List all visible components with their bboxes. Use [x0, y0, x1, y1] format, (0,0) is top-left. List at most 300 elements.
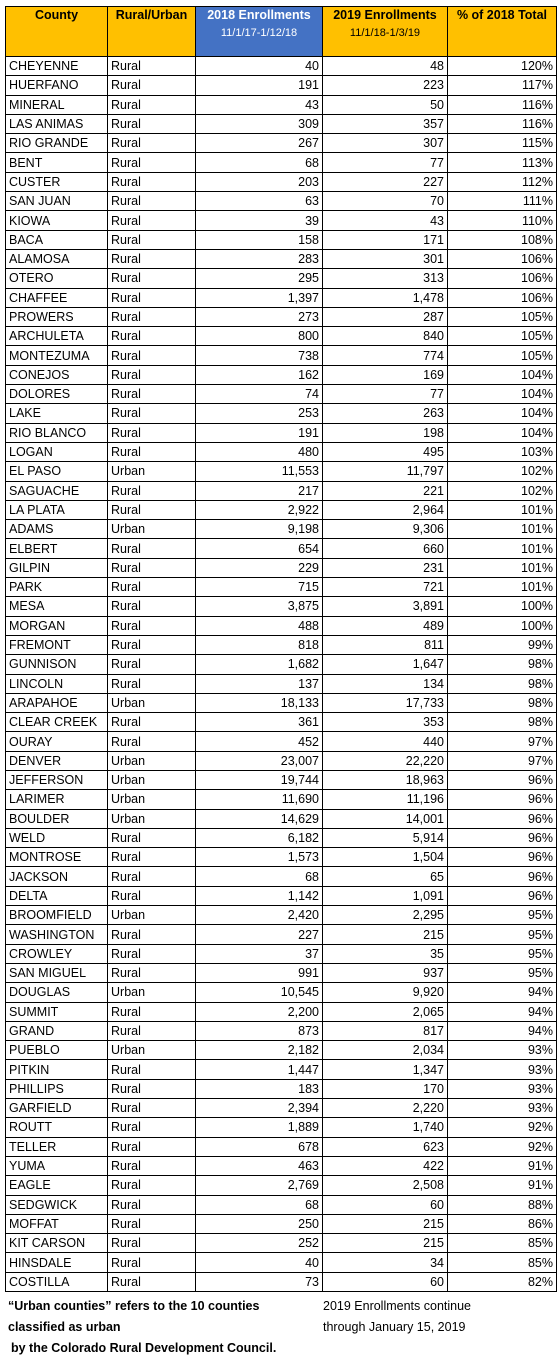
enrollments-2018-cell: 162	[196, 365, 323, 384]
percent-of-2018-cell: 104%	[448, 404, 557, 423]
rural-urban-cell: Rural	[108, 307, 196, 326]
enrollments-2018-cell: 74	[196, 385, 323, 404]
percent-of-2018-cell: 110%	[448, 211, 557, 230]
county-cell: LA PLATA	[6, 500, 108, 519]
enrollments-2018-cell: 295	[196, 269, 323, 288]
percent-of-2018-cell: 106%	[448, 269, 557, 288]
percent-of-2018-cell: 108%	[448, 230, 557, 249]
percent-of-2018-cell: 116%	[448, 114, 557, 133]
county-cell: SAN JUAN	[6, 192, 108, 211]
percent-of-2018-cell: 94%	[448, 983, 557, 1002]
county-cell: CROWLEY	[6, 944, 108, 963]
county-cell: KIT CARSON	[6, 1234, 108, 1253]
rural-urban-cell: Rural	[108, 963, 196, 982]
table-row	[6, 346, 557, 365]
table-row	[6, 114, 557, 133]
enrollment-continue-footnote	[323, 1296, 553, 1338]
enrollments-2019-cell: 660	[323, 539, 448, 558]
table-row	[6, 1272, 557, 1291]
rural-urban-cell: Rural	[108, 327, 196, 346]
enrollments-2019-cell: 1,091	[323, 886, 448, 905]
enrollments-2018-cell: 6,182	[196, 828, 323, 847]
county-cell: BOULDER	[6, 809, 108, 828]
enrollments-2019-cell: 77	[323, 385, 448, 404]
enrollments-2018-cell: 267	[196, 134, 323, 153]
county-cell: PARK	[6, 578, 108, 597]
rural-urban-cell: Rural	[108, 365, 196, 384]
table-row	[6, 1060, 557, 1079]
percent-of-2018-cell: 105%	[448, 307, 557, 326]
table-row	[6, 674, 557, 693]
enrollments-2018-cell: 678	[196, 1137, 323, 1156]
county-cell: MOFFAT	[6, 1214, 108, 1233]
rural-urban-cell: Rural	[108, 1195, 196, 1214]
table-row	[6, 751, 557, 770]
county-cell: GARFIELD	[6, 1099, 108, 1118]
enrollments-2018-cell: 43	[196, 95, 323, 114]
table-row	[6, 963, 557, 982]
enrollments-2019-cell: 2,964	[323, 500, 448, 519]
enrollments-2019-cell: 263	[323, 404, 448, 423]
county-cell: MESA	[6, 597, 108, 616]
percent-of-2018-cell: 113%	[448, 153, 557, 172]
enrollments-2018-cell: 203	[196, 172, 323, 191]
rural-urban-cell: Rural	[108, 828, 196, 847]
percent-of-2018-cell: 98%	[448, 693, 557, 712]
enrollments-2018-cell: 10,545	[196, 983, 323, 1002]
rural-urban-cell: Rural	[108, 192, 196, 211]
enrollments-2018-cell: 463	[196, 1156, 323, 1175]
table-row	[6, 635, 557, 654]
percent-of-2018-cell: 94%	[448, 1021, 557, 1040]
county-cell: MONTROSE	[6, 848, 108, 867]
enrollments-2019-cell: 287	[323, 307, 448, 326]
percent-of-2018-cell: 96%	[448, 790, 557, 809]
enrollments-2019-cell: 301	[323, 249, 448, 268]
percent-of-2018-cell: 95%	[448, 925, 557, 944]
table-row	[6, 655, 557, 674]
county-cell: PROWERS	[6, 307, 108, 326]
rural-urban-cell: Urban	[108, 983, 196, 1002]
table-row	[6, 172, 557, 191]
table-row	[6, 732, 557, 751]
rural-urban-cell: Rural	[108, 1021, 196, 1040]
enrollments-2019-cell: 422	[323, 1156, 448, 1175]
county-cell: LARIMER	[6, 790, 108, 809]
enrollments-2019-cell: 43	[323, 211, 448, 230]
enrollments-2019-cell: 5,914	[323, 828, 448, 847]
table-row	[6, 365, 557, 384]
enrollments-2018-cell: 40	[196, 1253, 323, 1272]
table-row	[6, 423, 557, 442]
enrollments-2018-cell: 250	[196, 1214, 323, 1233]
county-cell: EAGLE	[6, 1176, 108, 1195]
county-cell: PUEBLO	[6, 1041, 108, 1060]
enrollments-2019-cell: 440	[323, 732, 448, 751]
header-row	[6, 7, 557, 57]
enrollments-2018-cell: 40	[196, 57, 323, 76]
rural-urban-cell: Rural	[108, 385, 196, 404]
enrollments-2018-cell: 2,420	[196, 906, 323, 925]
continue-footnote-line-2: through January 15, 2019	[323, 1320, 466, 1334]
urban-footnote-line-1: “Urban counties” refers to the 10 counties	[8, 1299, 260, 1313]
rural-urban-cell: Rural	[108, 114, 196, 133]
percent-of-2018-cell: 96%	[448, 867, 557, 886]
percent-of-2018-cell: 97%	[448, 732, 557, 751]
percent-of-2018-cell: 98%	[448, 674, 557, 693]
enrollments-2018-cell: 68	[196, 153, 323, 172]
county-cell: LINCOLN	[6, 674, 108, 693]
header-county	[6, 7, 108, 57]
percent-of-2018-cell: 92%	[448, 1118, 557, 1137]
enrollments-2018-cell: 2,769	[196, 1176, 323, 1195]
percent-of-2018-cell: 101%	[448, 539, 557, 558]
county-cell: SEDGWICK	[6, 1195, 108, 1214]
table-row	[6, 944, 557, 963]
percent-of-2018-cell: 91%	[448, 1156, 557, 1175]
rural-urban-cell: Rural	[108, 1118, 196, 1137]
percent-of-2018-cell: 94%	[448, 1002, 557, 1021]
rural-urban-cell: Rural	[108, 1002, 196, 1021]
table-row	[6, 1079, 557, 1098]
enrollments-2018-cell: 68	[196, 867, 323, 886]
enrollments-2018-cell: 2,922	[196, 500, 323, 519]
enrollments-2019-cell: 353	[323, 713, 448, 732]
enrollments-2018-cell: 63	[196, 192, 323, 211]
county-cell: BENT	[6, 153, 108, 172]
county-cell: CHAFFEE	[6, 288, 108, 307]
rural-urban-cell: Rural	[108, 346, 196, 365]
rural-urban-cell: Rural	[108, 886, 196, 905]
rural-urban-cell: Urban	[108, 770, 196, 789]
rural-urban-cell: Rural	[108, 944, 196, 963]
county-cell: ALAMOSA	[6, 249, 108, 268]
rural-urban-cell: Rural	[108, 442, 196, 461]
enrollments-2018-cell: 2,200	[196, 1002, 323, 1021]
enrollments-2019-cell: 17,733	[323, 693, 448, 712]
county-cell: ARCHULETA	[6, 327, 108, 346]
enrollments-2018-cell: 452	[196, 732, 323, 751]
rural-urban-cell: Rural	[108, 713, 196, 732]
enrollments-2019-cell: 223	[323, 76, 448, 95]
table-row	[6, 770, 557, 789]
enrollments-2018-cell: 191	[196, 423, 323, 442]
county-cell: KIOWA	[6, 211, 108, 230]
percent-of-2018-cell: 85%	[448, 1234, 557, 1253]
urban-footnote-line-2: classified as urban	[8, 1320, 121, 1334]
enrollments-2018-cell: 11,553	[196, 462, 323, 481]
county-cell: LAS ANIMAS	[6, 114, 108, 133]
enrollments-2019-cell: 231	[323, 558, 448, 577]
enrollments-2019-cell: 171	[323, 230, 448, 249]
enrollments-2019-cell: 11,797	[323, 462, 448, 481]
percent-of-2018-cell: 95%	[448, 963, 557, 982]
table-row	[6, 269, 557, 288]
rural-urban-cell: Rural	[108, 674, 196, 693]
county-cell: ADAMS	[6, 520, 108, 539]
table-row	[6, 1021, 557, 1040]
enrollments-2019-cell: 215	[323, 1214, 448, 1233]
percent-of-2018-cell: 99%	[448, 635, 557, 654]
county-cell: MINERAL	[6, 95, 108, 114]
enrollments-2019-cell: 1,504	[323, 848, 448, 867]
county-cell: WASHINGTON	[6, 925, 108, 944]
enrollments-2018-cell: 229	[196, 558, 323, 577]
enrollments-2018-cell: 2,394	[196, 1099, 323, 1118]
enrollments-2018-cell: 1,682	[196, 655, 323, 674]
county-cell: YUMA	[6, 1156, 108, 1175]
rural-urban-cell: Rural	[108, 57, 196, 76]
table-row	[6, 790, 557, 809]
enrollments-2018-cell: 654	[196, 539, 323, 558]
percent-of-2018-cell: 95%	[448, 944, 557, 963]
enrollments-2019-cell: 840	[323, 327, 448, 346]
county-cell: JEFFERSON	[6, 770, 108, 789]
enrollments-2018-cell: 252	[196, 1234, 323, 1253]
header-2019-enrollments	[323, 7, 448, 57]
county-cell: FREMONT	[6, 635, 108, 654]
enrollments-2018-cell: 217	[196, 481, 323, 500]
percent-of-2018-cell: 102%	[448, 462, 557, 481]
rural-urban-cell: Urban	[108, 520, 196, 539]
enrollments-2019-cell: 2,220	[323, 1099, 448, 1118]
enrollments-2019-cell: 215	[323, 925, 448, 944]
percent-of-2018-cell: 96%	[448, 886, 557, 905]
table-row	[6, 616, 557, 635]
county-cell: OTERO	[6, 269, 108, 288]
percent-of-2018-cell: 100%	[448, 616, 557, 635]
enrollments-2019-cell: 721	[323, 578, 448, 597]
enrollments-2019-cell: 1,478	[323, 288, 448, 307]
table-row	[6, 1137, 557, 1156]
enrollments-2019-cell: 35	[323, 944, 448, 963]
rural-urban-cell: Urban	[108, 462, 196, 481]
enrollments-2019-cell: 9,920	[323, 983, 448, 1002]
enrollment-table	[5, 6, 557, 1292]
enrollments-2018-cell: 738	[196, 346, 323, 365]
header-2019-label: 2019 Enrollments	[333, 8, 437, 22]
percent-of-2018-cell: 104%	[448, 423, 557, 442]
rural-urban-cell: Rural	[108, 848, 196, 867]
enrollments-2018-cell: 37	[196, 944, 323, 963]
rural-urban-cell: Rural	[108, 230, 196, 249]
enrollments-2019-cell: 11,196	[323, 790, 448, 809]
percent-of-2018-cell: 82%	[448, 1272, 557, 1291]
county-cell: SAGUACHE	[6, 481, 108, 500]
county-cell: SUMMIT	[6, 1002, 108, 1021]
table-row	[6, 57, 557, 76]
header-2018-range: 11/1/17-1/12/18	[220, 27, 298, 39]
percent-of-2018-cell: 103%	[448, 442, 557, 461]
county-cell: EL PASO	[6, 462, 108, 481]
enrollments-2018-cell: 73	[196, 1272, 323, 1291]
table-row	[6, 153, 557, 172]
enrollments-2018-cell: 715	[196, 578, 323, 597]
percent-of-2018-cell: 92%	[448, 1137, 557, 1156]
table-row	[6, 230, 557, 249]
enrollments-2019-cell: 9,306	[323, 520, 448, 539]
rural-urban-cell: Urban	[108, 809, 196, 828]
county-cell: SAN MIGUEL	[6, 963, 108, 982]
table-row	[6, 983, 557, 1002]
table-row	[6, 134, 557, 153]
enrollments-2019-cell: 1,740	[323, 1118, 448, 1137]
county-cell: GRAND	[6, 1021, 108, 1040]
rural-urban-cell: Rural	[108, 1234, 196, 1253]
enrollments-2018-cell: 273	[196, 307, 323, 326]
rural-urban-cell: Rural	[108, 1060, 196, 1079]
table-row	[6, 828, 557, 847]
county-cell: CONEJOS	[6, 365, 108, 384]
county-cell: GILPIN	[6, 558, 108, 577]
enrollments-2018-cell: 68	[196, 1195, 323, 1214]
header-county-label: County	[34, 8, 79, 22]
enrollments-2018-cell: 283	[196, 249, 323, 268]
table-row	[6, 1253, 557, 1272]
rural-urban-cell: Urban	[108, 751, 196, 770]
table-row	[6, 500, 557, 519]
enrollments-2018-cell: 1,397	[196, 288, 323, 307]
percent-of-2018-cell: 100%	[448, 597, 557, 616]
percent-of-2018-cell: 120%	[448, 57, 557, 76]
enrollments-2018-cell: 2,182	[196, 1041, 323, 1060]
table-row	[6, 578, 557, 597]
table-row	[6, 462, 557, 481]
percent-of-2018-cell: 96%	[448, 770, 557, 789]
enrollments-2019-cell: 2,508	[323, 1176, 448, 1195]
enrollments-2018-cell: 191	[196, 76, 323, 95]
rural-urban-cell: Urban	[108, 790, 196, 809]
header-percent-of-2018	[448, 7, 557, 57]
percent-of-2018-cell: 85%	[448, 1253, 557, 1272]
percent-of-2018-cell: 111%	[448, 192, 557, 211]
county-cell: HINSDALE	[6, 1253, 108, 1272]
enrollments-2018-cell: 14,629	[196, 809, 323, 828]
enrollments-2019-cell: 2,295	[323, 906, 448, 925]
enrollments-2019-cell: 2,034	[323, 1041, 448, 1060]
county-cell: MONTEZUMA	[6, 346, 108, 365]
percent-of-2018-cell: 117%	[448, 76, 557, 95]
enrollments-2018-cell: 361	[196, 713, 323, 732]
enrollments-2019-cell: 77	[323, 153, 448, 172]
enrollments-2019-cell: 1,347	[323, 1060, 448, 1079]
header-2018-label: 2018 Enrollments	[207, 8, 311, 22]
table-row	[6, 867, 557, 886]
county-cell: DOUGLAS	[6, 983, 108, 1002]
table-row	[6, 307, 557, 326]
table-row	[6, 1176, 557, 1195]
table-row	[6, 385, 557, 404]
rural-urban-cell: Rural	[108, 1099, 196, 1118]
rural-urban-cell: Urban	[108, 693, 196, 712]
table-row	[6, 886, 557, 905]
enrollments-2019-cell: 227	[323, 172, 448, 191]
enrollments-2019-cell: 937	[323, 963, 448, 982]
table-row	[6, 249, 557, 268]
percent-of-2018-cell: 96%	[448, 809, 557, 828]
county-cell: ELBERT	[6, 539, 108, 558]
table-row	[6, 809, 557, 828]
enrollments-2019-cell: 198	[323, 423, 448, 442]
enrollments-2018-cell: 19,744	[196, 770, 323, 789]
table-row	[6, 1118, 557, 1137]
enrollments-2019-cell: 134	[323, 674, 448, 693]
table-row	[6, 192, 557, 211]
rural-urban-cell: Rural	[108, 153, 196, 172]
county-cell: DENVER	[6, 751, 108, 770]
rural-urban-cell: Rural	[108, 655, 196, 674]
rural-urban-cell: Rural	[108, 481, 196, 500]
enrollments-2018-cell: 991	[196, 963, 323, 982]
enrollments-2019-cell: 34	[323, 1253, 448, 1272]
percent-of-2018-cell: 104%	[448, 365, 557, 384]
percent-of-2018-cell: 101%	[448, 500, 557, 519]
enrollments-2018-cell: 23,007	[196, 751, 323, 770]
enrollments-2019-cell: 14,001	[323, 809, 448, 828]
county-cell: PHILLIPS	[6, 1079, 108, 1098]
table-row	[6, 1195, 557, 1214]
enrollments-2019-cell: 1,647	[323, 655, 448, 674]
table-row	[6, 597, 557, 616]
rural-urban-cell: Rural	[108, 1137, 196, 1156]
county-cell: WELD	[6, 828, 108, 847]
rural-urban-cell: Rural	[108, 423, 196, 442]
rural-urban-cell: Rural	[108, 558, 196, 577]
enrollments-2019-cell: 60	[323, 1195, 448, 1214]
percent-of-2018-cell: 101%	[448, 578, 557, 597]
rural-urban-cell: Rural	[108, 288, 196, 307]
rural-urban-cell: Rural	[108, 76, 196, 95]
percent-of-2018-cell: 105%	[448, 346, 557, 365]
table-row	[6, 288, 557, 307]
percent-of-2018-cell: 98%	[448, 713, 557, 732]
enrollments-2019-cell: 307	[323, 134, 448, 153]
table-row	[6, 1099, 557, 1118]
table-row	[6, 906, 557, 925]
table-row	[6, 211, 557, 230]
enrollments-2018-cell: 1,447	[196, 1060, 323, 1079]
rural-urban-cell: Rural	[108, 635, 196, 654]
continue-footnote-line-1: 2019 Enrollments continue	[323, 1299, 472, 1313]
table-row	[6, 713, 557, 732]
enrollments-2018-cell: 158	[196, 230, 323, 249]
rural-urban-cell: Rural	[108, 211, 196, 230]
table-row	[6, 848, 557, 867]
percent-of-2018-cell: 101%	[448, 558, 557, 577]
percent-of-2018-cell: 97%	[448, 751, 557, 770]
county-cell: COSTILLA	[6, 1272, 108, 1291]
enrollments-2019-cell: 221	[323, 481, 448, 500]
percent-of-2018-cell: 95%	[448, 906, 557, 925]
urban-counties-footnote	[8, 1296, 313, 1359]
rural-urban-cell: Rural	[108, 249, 196, 268]
header-2018-enrollments	[196, 7, 323, 57]
enrollments-2018-cell: 39	[196, 211, 323, 230]
table-row	[6, 1234, 557, 1253]
table-row	[6, 558, 557, 577]
enrollments-2019-cell: 489	[323, 616, 448, 635]
urban-footnote-line-3: by the Colorado Rural Development Council.	[11, 1341, 277, 1355]
table-row	[6, 520, 557, 539]
percent-of-2018-cell: 104%	[448, 385, 557, 404]
rural-urban-cell: Rural	[108, 1272, 196, 1291]
county-cell: OURAY	[6, 732, 108, 751]
percent-of-2018-cell: 98%	[448, 655, 557, 674]
percent-of-2018-cell: 116%	[448, 95, 557, 114]
table-body	[6, 57, 557, 1292]
county-cell: RIO BLANCO	[6, 423, 108, 442]
table-row	[6, 481, 557, 500]
